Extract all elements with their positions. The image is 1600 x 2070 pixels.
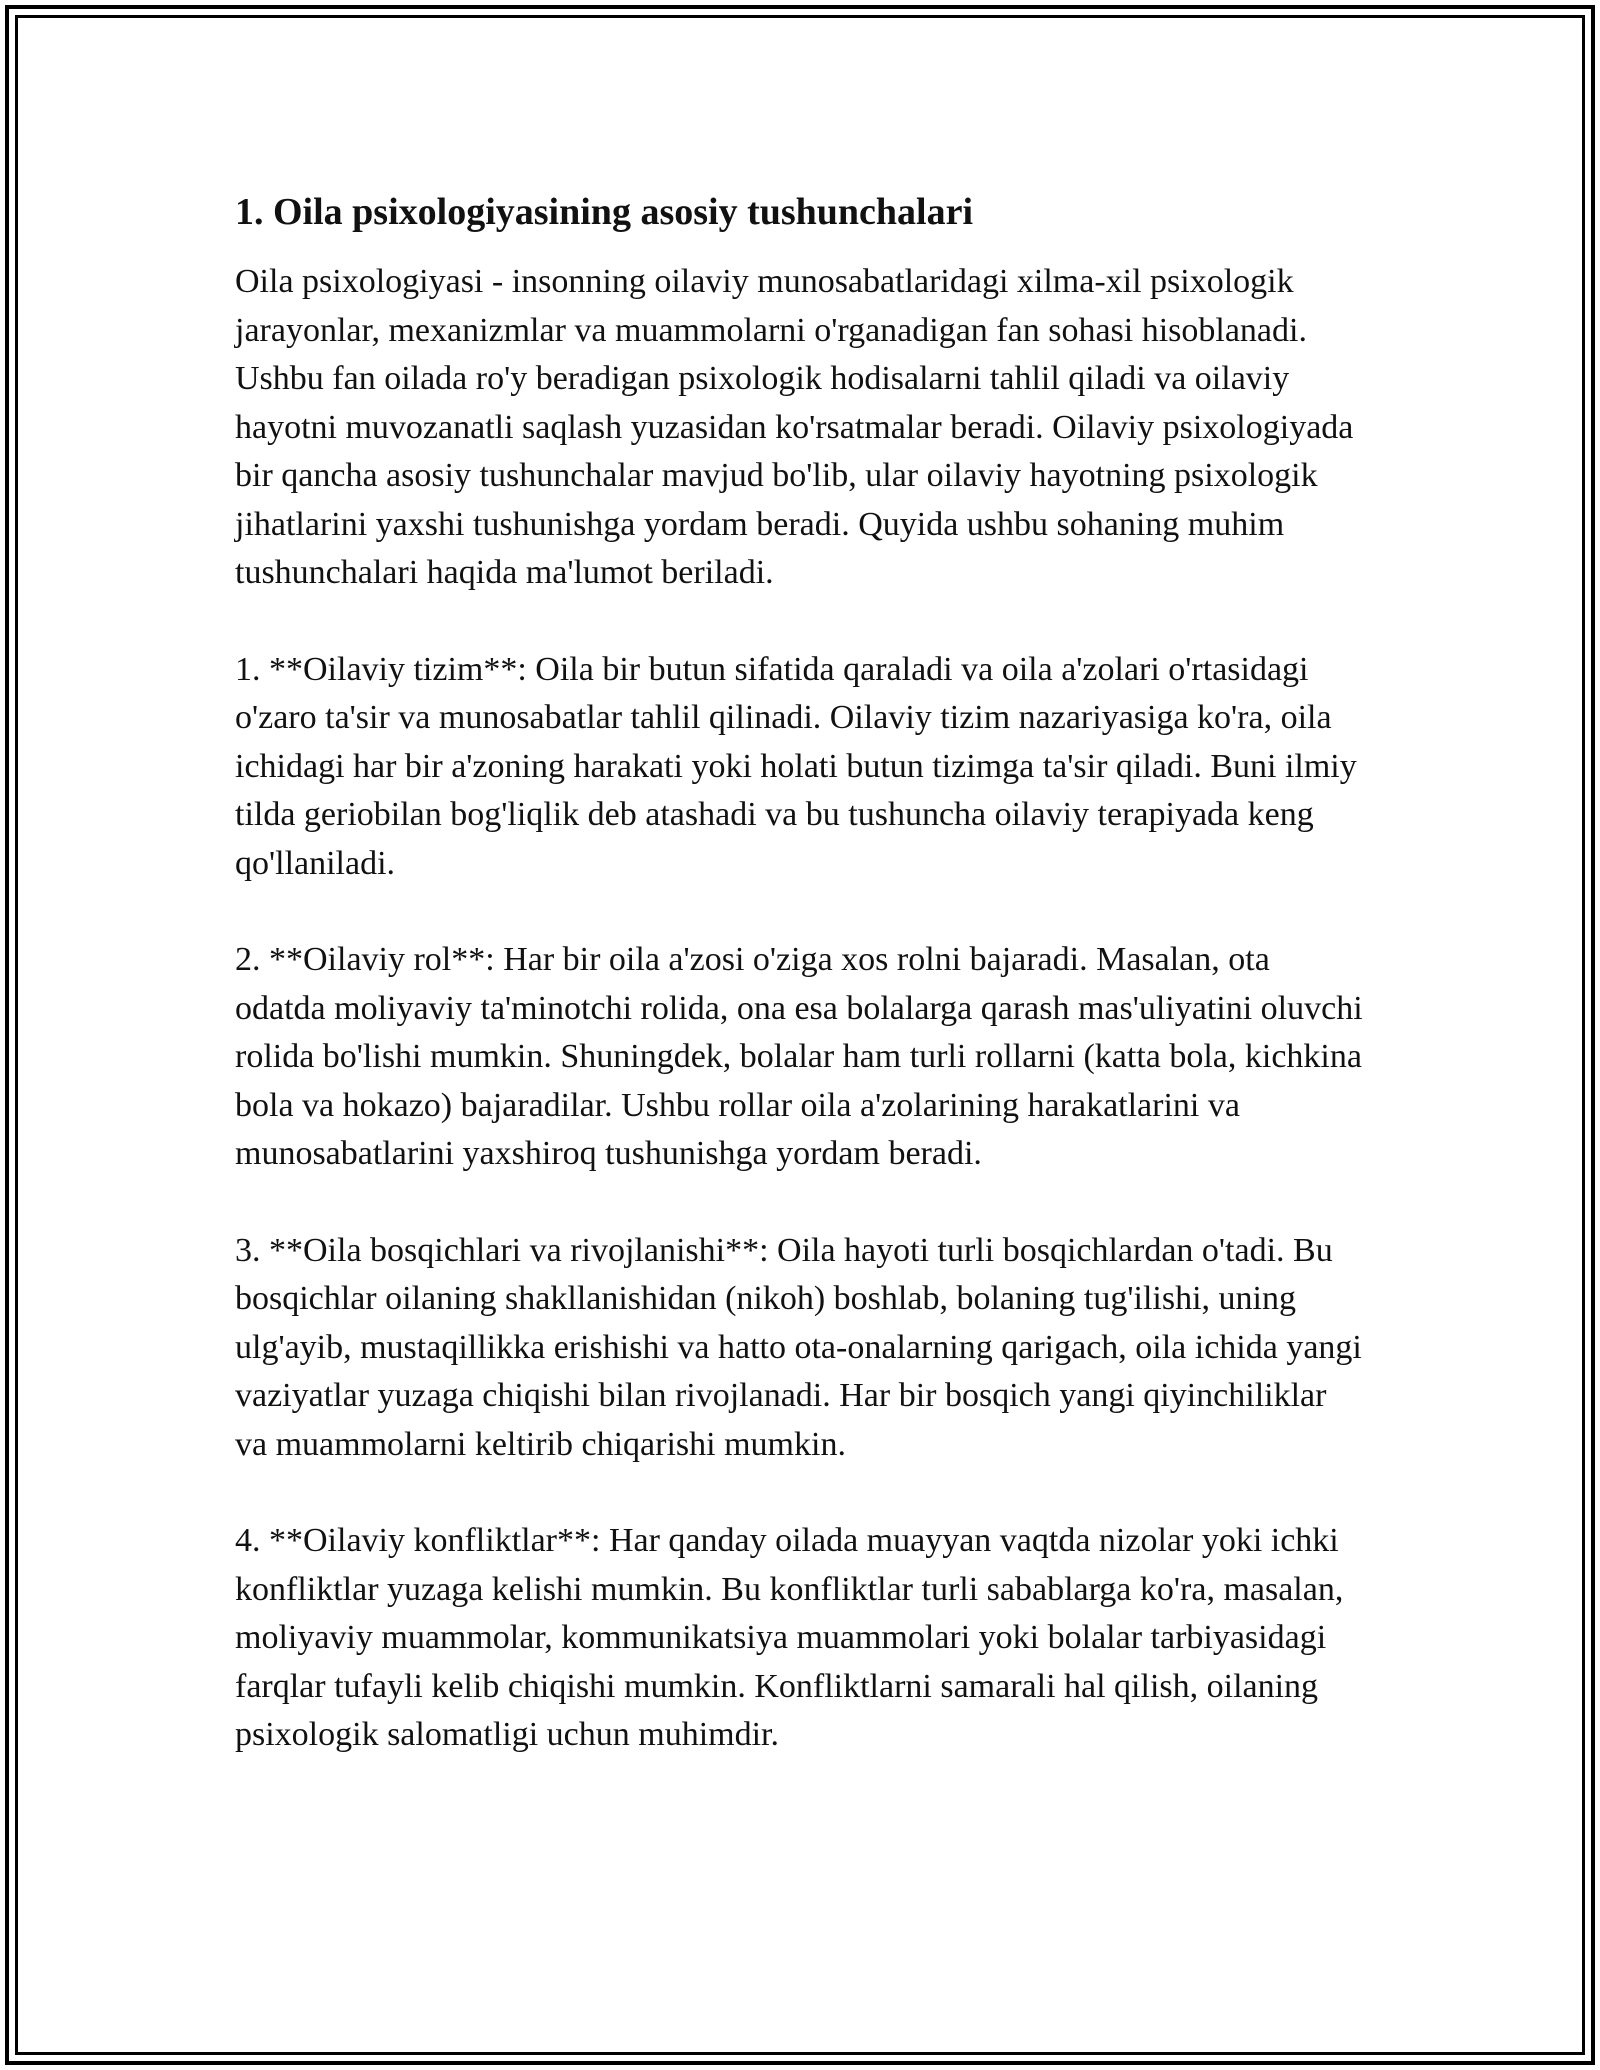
- document-content: [235, 188, 1365, 1808]
- paragraph-oila-bosqichlari: 3. **Oila bosqichlari va rivojlanishi**: Oila hayoti turli bosqichlardan o'tadi. Bu bosqichlar oilaning shakllanishidan (nikoh) boshlab, bolaning tug'ilishi, uning ulg'ayib, mustaqillikka erishishi va hatto ota-onalarning qarigach, oila ichida yangi vaziyatlar yuzaga chiqishi bilan rivojlanadi. Har bir bosqich yangi qiyinchiliklar va muammolarni keltirib chiqarishi mumkin.: [235, 1231, 1362, 1463]
- paragraph-oilaviy-tizim: 1. **Oilaviy tizim**: Oila bir butun sifatida qaraladi va oila a'zolari o'rtasidagi o'zaro ta'sir va munosabatlar tahlil qilinadi. Oilaviy tizim nazariyasiga ko'ra, oila ichidagi har bir a'zoning harakati yoki holati butun tizimga ta'sir qiladi. Buni ilmiy tilda geriobilan bog'liqlik deb atashadi va bu tushuncha oilaviy terapiyada keng qo'llaniladi.: [235, 650, 1357, 882]
- section-heading: 1. Oila psixologiyasining asosiy tushunchalari: [235, 191, 974, 233]
- paragraph-oilaviy-rol: 2. **Oilaviy rol**: Har bir oila a'zosi o'ziga xos rolni bajaradi. Masalan, ota odatda moliyaviy ta'minotchi rolida, ona esa bolalarga qarash mas'uliyatini oluvchi rolida bo'lishi mumkin. Shuningdek, bolalar ham turli rollarni (katta bola, kichkina bola va hokazo) bajaradilar. Ushbu rollar oila a'zolarining harakatlarini va munosabatlarini yaxshiroq tushunishga yordam beradi.: [235, 941, 1363, 1172]
- intro-paragraph: Oila psixologiyasi - insonning oilaviy munosabatlaridagi xilma-xil psixologik jarayonlar, mexanizmlar va muammolarni o'rganadigan fan sohasi hisoblanadi. Ushbu fan oilada ro'y beradigan psixologik hodisalarni tahlil qiladi va oilaviy hayotni muvozanatli saqlash yuzasidan ko'rsatmalar beradi. Oilaviy psixologiyada bir qancha asosiy tushunchalar mavjud bo'lib, ular oilaviy hayotning psixologik jihatlarini yaxshi tushunishga yordam beradi. Quyida ushbu sohaning muhim tushunchalari haqida ma'lumot beriladi.: [235, 263, 1354, 591]
- paragraph-oilaviy-konfliktlar: 4. **Oilaviy konfliktlar**: Har qanday oilada muayyan vaqtda nizolar yoki ichki konfliktlar yuzaga kelishi mumkin. Bu konfliktlar turli sabablarga ko'ra, masalan, moliyaviy muammolar, kommunikatsiya muammolari yoki bolalar tarbiyasidagi farqlar tufayli kelib chiqishi mumkin. Konfliktlarni samarali hal qilish, oilaning psixologik salomatligi uchun muhimdir.: [235, 1522, 1344, 1753]
